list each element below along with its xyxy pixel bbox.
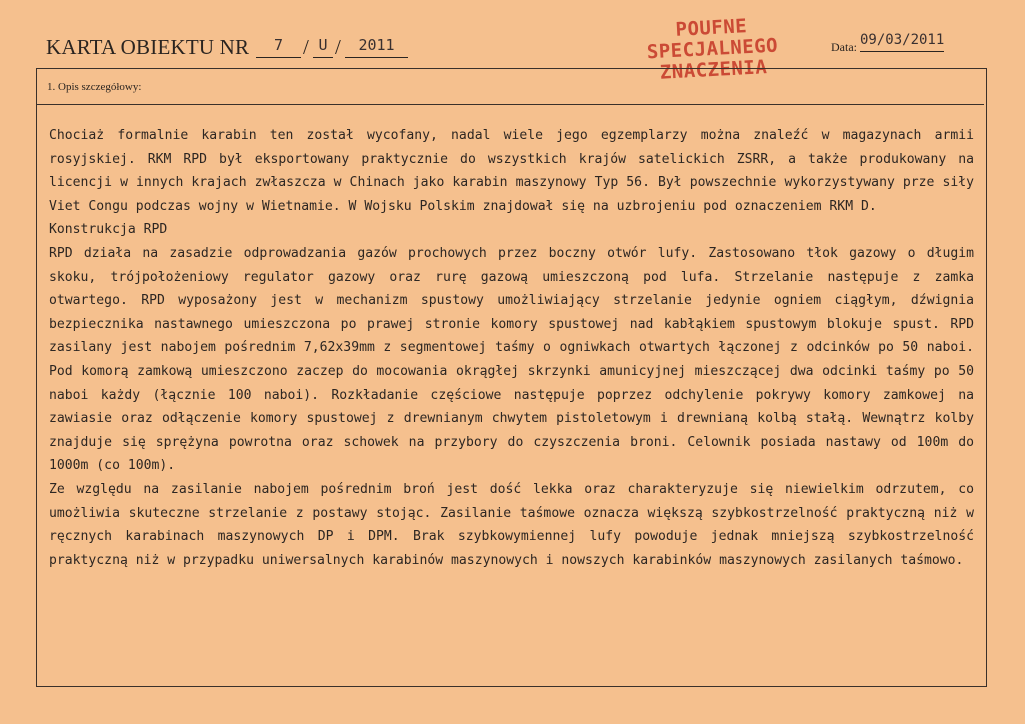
stamp-line: POUFNE [675,15,748,41]
section-divider [37,104,984,105]
card-title: KARTA OBIEKTU NR [46,35,250,59]
stamp-line: SPECJALNEGO [646,34,779,64]
description-paragraph: Ze względu na zasilanie nabojem pośrednim broń jest dość lekka oraz charakteryzuje się niewielkim odrzutem, co umożliwia skuteczne strzelanie z postawy stojąc. Zasilanie taśmowe oznacza większą szybkostrzelność praktyczną niż w ręcznych karabinach maszynowych DP i DPM. Brak szybkowymiennej lufy powoduje jednak mniejszą szybkostrzelność praktyczną niż w przypadku uniwersalnych karabinów maszynowych i nowszych karabinków maszynowych zasilanych taśmowo. [49,481,974,568]
description-subheading: Konstrukcja RPD [49,222,168,238]
card-box [36,68,987,687]
object-number-part1: 7 [256,36,301,58]
object-number-separator-2: / [335,35,341,59]
section-label: 1. Opis szczegółowy: [47,81,142,93]
date-value: 09/03/2011 [860,31,944,52]
description-paragraph: RPD działa na zasadzie odprowadzania gazów prochowych przez boczny otwór lufy. Zastosowano tłok gazowy o długim skoku, trójpołożeniowy regulator gazowy oraz rurę gazową umieszczoną pod lufa. Strzelanie następuje z zamka otwartego. RPD wyposażony jest w mechanizm spustowy umożliwiający strzelanie jedynie ogniem ciągłym, dźwignia bezpiecznika nastawnego umieszczona po prawej stronie komory spustowej nad kabłąkiem spustowym blokuje spust. RPD zasilany jest nabojem pośrednim 7,62x39mm z segmentowej taśmy o ogniwkach otwartych łączonej z odcinków po 50 naboi. Pod komorą zamkową umieszczono zaczep do mocowania okrągłej skrzynki amunicyjnej mieszczącej dwa odcinki taśmy po 50 naboi każdy (łącznie 100 naboi). Rozkładanie częściowe następuje poprzez odchylenie pokrywy komory zamkowej na zawiasie oraz odłączenie komory spustowej z drewnianym chwytem pistoletowym i drewnianą kolbą stałą. Wewnątrz kolby znajduje się sprężyna powrotna oraz schowek na przybory do czyszczenia broni. Celownik posiada nastawy od 100m do 1000m (co 100m). [49,245,974,474]
date-label: Data: [831,40,857,54]
object-number-part2: U [313,36,333,58]
object-number-part3: 2011 [345,36,408,58]
stamp-line: ZNACZENIA [659,56,768,84]
description-text [49,124,974,572]
description-paragraph: Chociaż formalnie karabin ten został wycofany, nadal wiele jego egzemplarzy można znaleźć w magazynach armii rosyjskiej. RKM RPD był eksportowany praktycznie do wszystkich krajów satelickich ZSRR, a także produkowany na licencji w innych krajach zwłaszcza w Chinach jako karabin maszynowy Typ 56. Był powszechnie wykorzystywany prze siły Viet Congu podczas wojny w Wietnamie. W Wojsku Polskim znajdował się na uzbrojeniu pod oznaczeniem RKM D. [49,128,974,214]
object-number-separator-1: / [303,35,309,59]
